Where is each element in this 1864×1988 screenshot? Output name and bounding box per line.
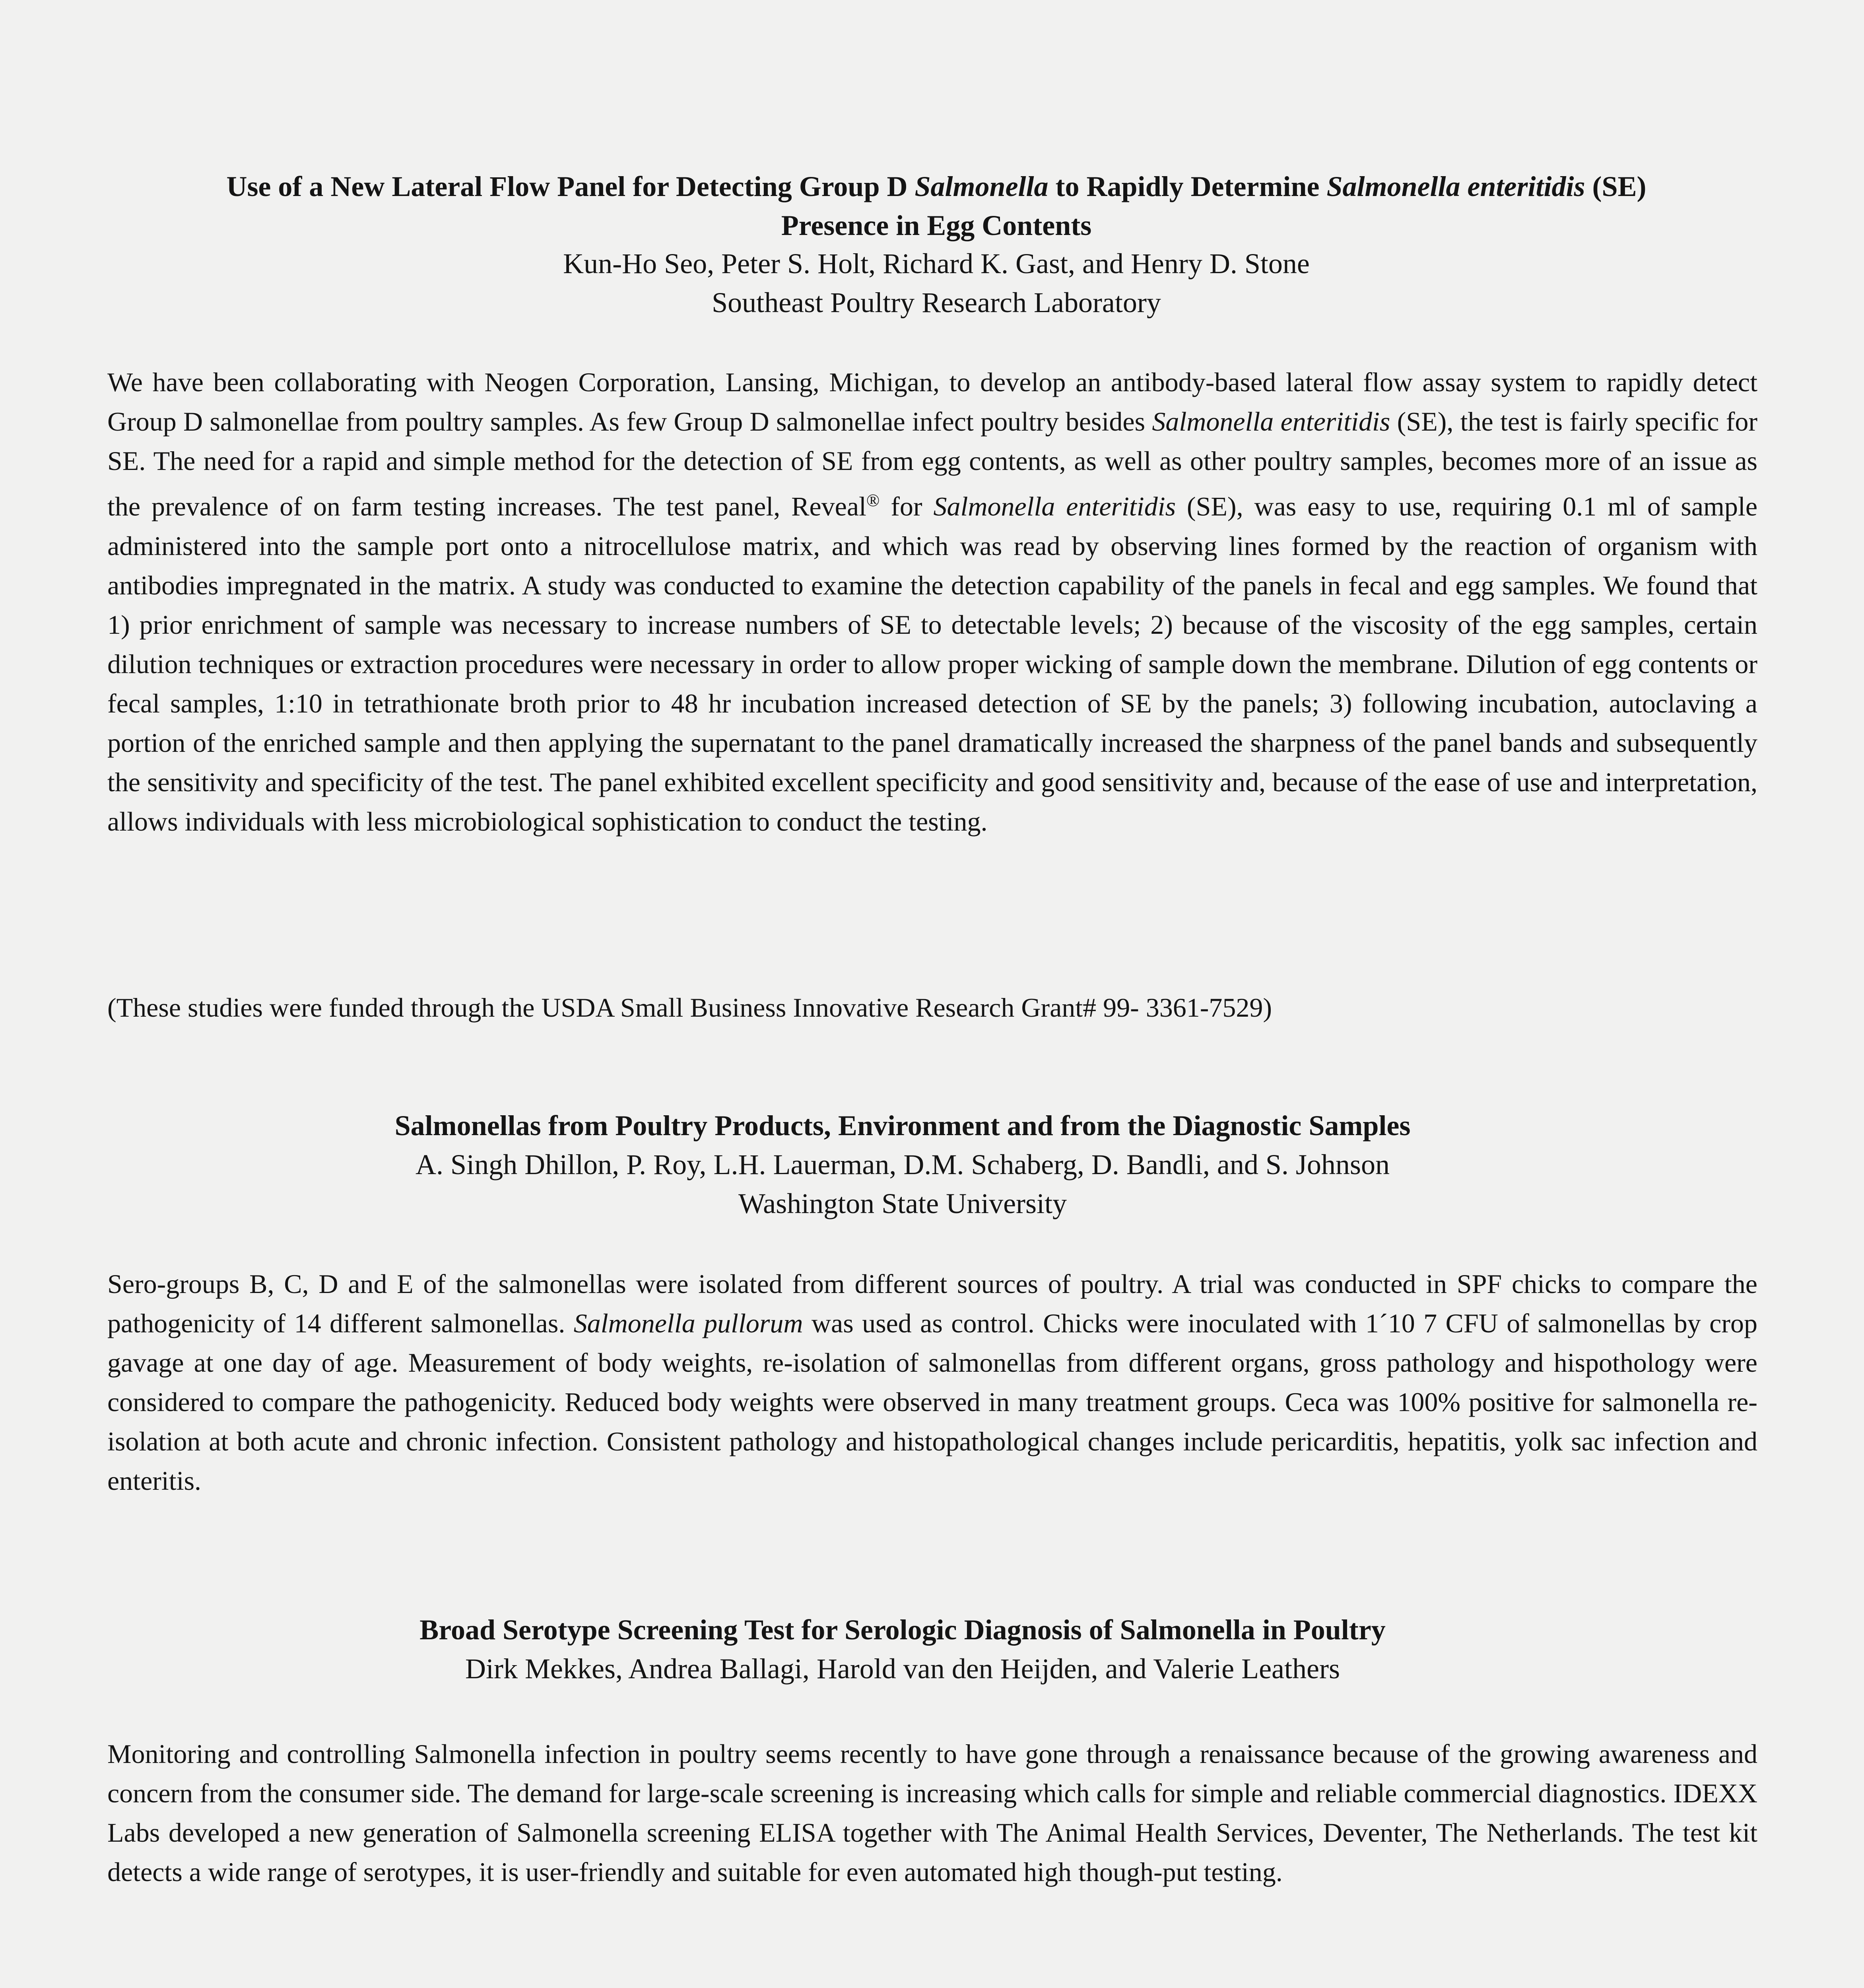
abstract2-body: Sero-groups B, C, D and E of the salmonellas were isolated from different sources of poultry. A trial was conducted in SPF chicks to compare the pathogenicity of 14 different salmonellas. Salmonella pullorum was used as control. Chicks were inoculated with 1´10 7 CFU of salmonellas by crop gavage at one day of age. Measurement of body weights, re-isolation of salmonellas from different organs, gross pathology and hispothology were considered to compare the pathogenicity. Reduced body weights were observed in many treatment groups. Ceca was 100% positive for salmonella re-isolation at both acute and chronic infection. Consistent pathology and histopathological changes include pericarditis, hepatitis, yolk sac infection and enteritis.: [107, 1269, 1757, 1496]
abstract1-title-italic-species: Salmonella enteritidis: [1326, 171, 1585, 202]
abstract1-title-italic-genus: Salmonella: [915, 171, 1048, 202]
abstract1-title-text: Use of a New Lateral Flow Panel for Detecting Group D: [226, 171, 915, 202]
abstract1-title-text-2: to Rapidly Determine: [1048, 171, 1327, 202]
abstract1-title: [115, 167, 1757, 245]
abstract1-funding: (These studies were funded through the USDA Small Business Innovative Research Grant# 99- 3361-7529): [107, 992, 1272, 1023]
abstract1-authors: Kun-Ho Seo, Peter S. Holt, Richard K. Gast, and Henry D. Stone: [563, 248, 1310, 280]
abstract3-authors: Dirk Mekkes, Andrea Ballagi, Harold van den Heijden, and Valerie Leathers: [465, 1653, 1340, 1685]
abstract3-title: Broad Serotype Screening Test for Serologic Diagnosis of Salmonella in Poultry: [419, 1614, 1386, 1646]
abstract2-affiliation: Washington State University: [738, 1188, 1067, 1219]
abstract2-title: Salmonellas from Poultry Products, Environment and from the Diagnostic Samples: [394, 1110, 1411, 1142]
abstract1-affiliation: Southeast Poultry Research Laboratory: [712, 287, 1161, 318]
abstract1-title-text-3: (SE): [1585, 171, 1647, 202]
abstract3-body: Monitoring and controlling Salmonella infection in poultry seems recently to have gone through a renaissance because of the growing awareness and concern from the consumer side. The demand for large-scale screening is increasing which calls for simple and reliable commercial diagnostics. IDEXX Labs developed a new generation of Salmonella screening ELISA together with The Animal Health Services, Deventer, The Netherlands. The test kit detects a wide range of serotypes, it is user-friendly and suitable for even automated high though-put testing.: [107, 1739, 1757, 1887]
abstract1-title-line2: Presence in Egg Contents: [781, 210, 1092, 241]
abstract1-body: We have been collaborating with Neogen Corporation, Lansing, Michigan, to develop an antibody-based lateral flow assay system to rapidly detect Group D salmonellae from poultry samples. As few Group D salmonellae infect poultry besides Salmonella enteritidis (SE), the test is fairly specific for SE. The need for a rapid and simple method for the detection of SE from egg contents, as well as other poultry samples, becomes more of an issue as the prevalence of on farm testing increases. The test panel, Reveal® for Salmonella enteritidis (SE), was easy to use, requiring 0.1 ml of sample administered into the sample port onto a nitrocellulose matrix, and which was read by observing lines formed by the reaction of organism with antibodies impregnated in the matrix. A study was conducted to examine the detection capability of the panels in fecal and egg samples. We found that 1) prior enrichment of sample was necessary to increase numbers of SE to detectable levels; 2) because of the viscosity of the egg samples, certain dilution techniques or extraction procedures were necessary in order to allow proper wicking of sample down the membrane. Dilution of egg contents or fecal samples, 1:10 in tetrathionate broth prior to 48 hr incubation increased detection of SE by the panels; 3) following incubation, autoclaving a portion of the enriched sample and then applying the supernatant to the panel dramatically increased the sharpness of the panel bands and subsequently the sensitivity and specificity of the test. The panel exhibited excellent specificity and good sensitivity and, because of the ease of use and interpretation, allows individuals with less microbiological sophistication to conduct the testing.: [107, 367, 1758, 837]
abstract2-authors: A. Singh Dhillon, P. Roy, L.H. Lauerman, D.M. Schaberg, D. Bandli, and S. Johnson: [416, 1149, 1390, 1180]
